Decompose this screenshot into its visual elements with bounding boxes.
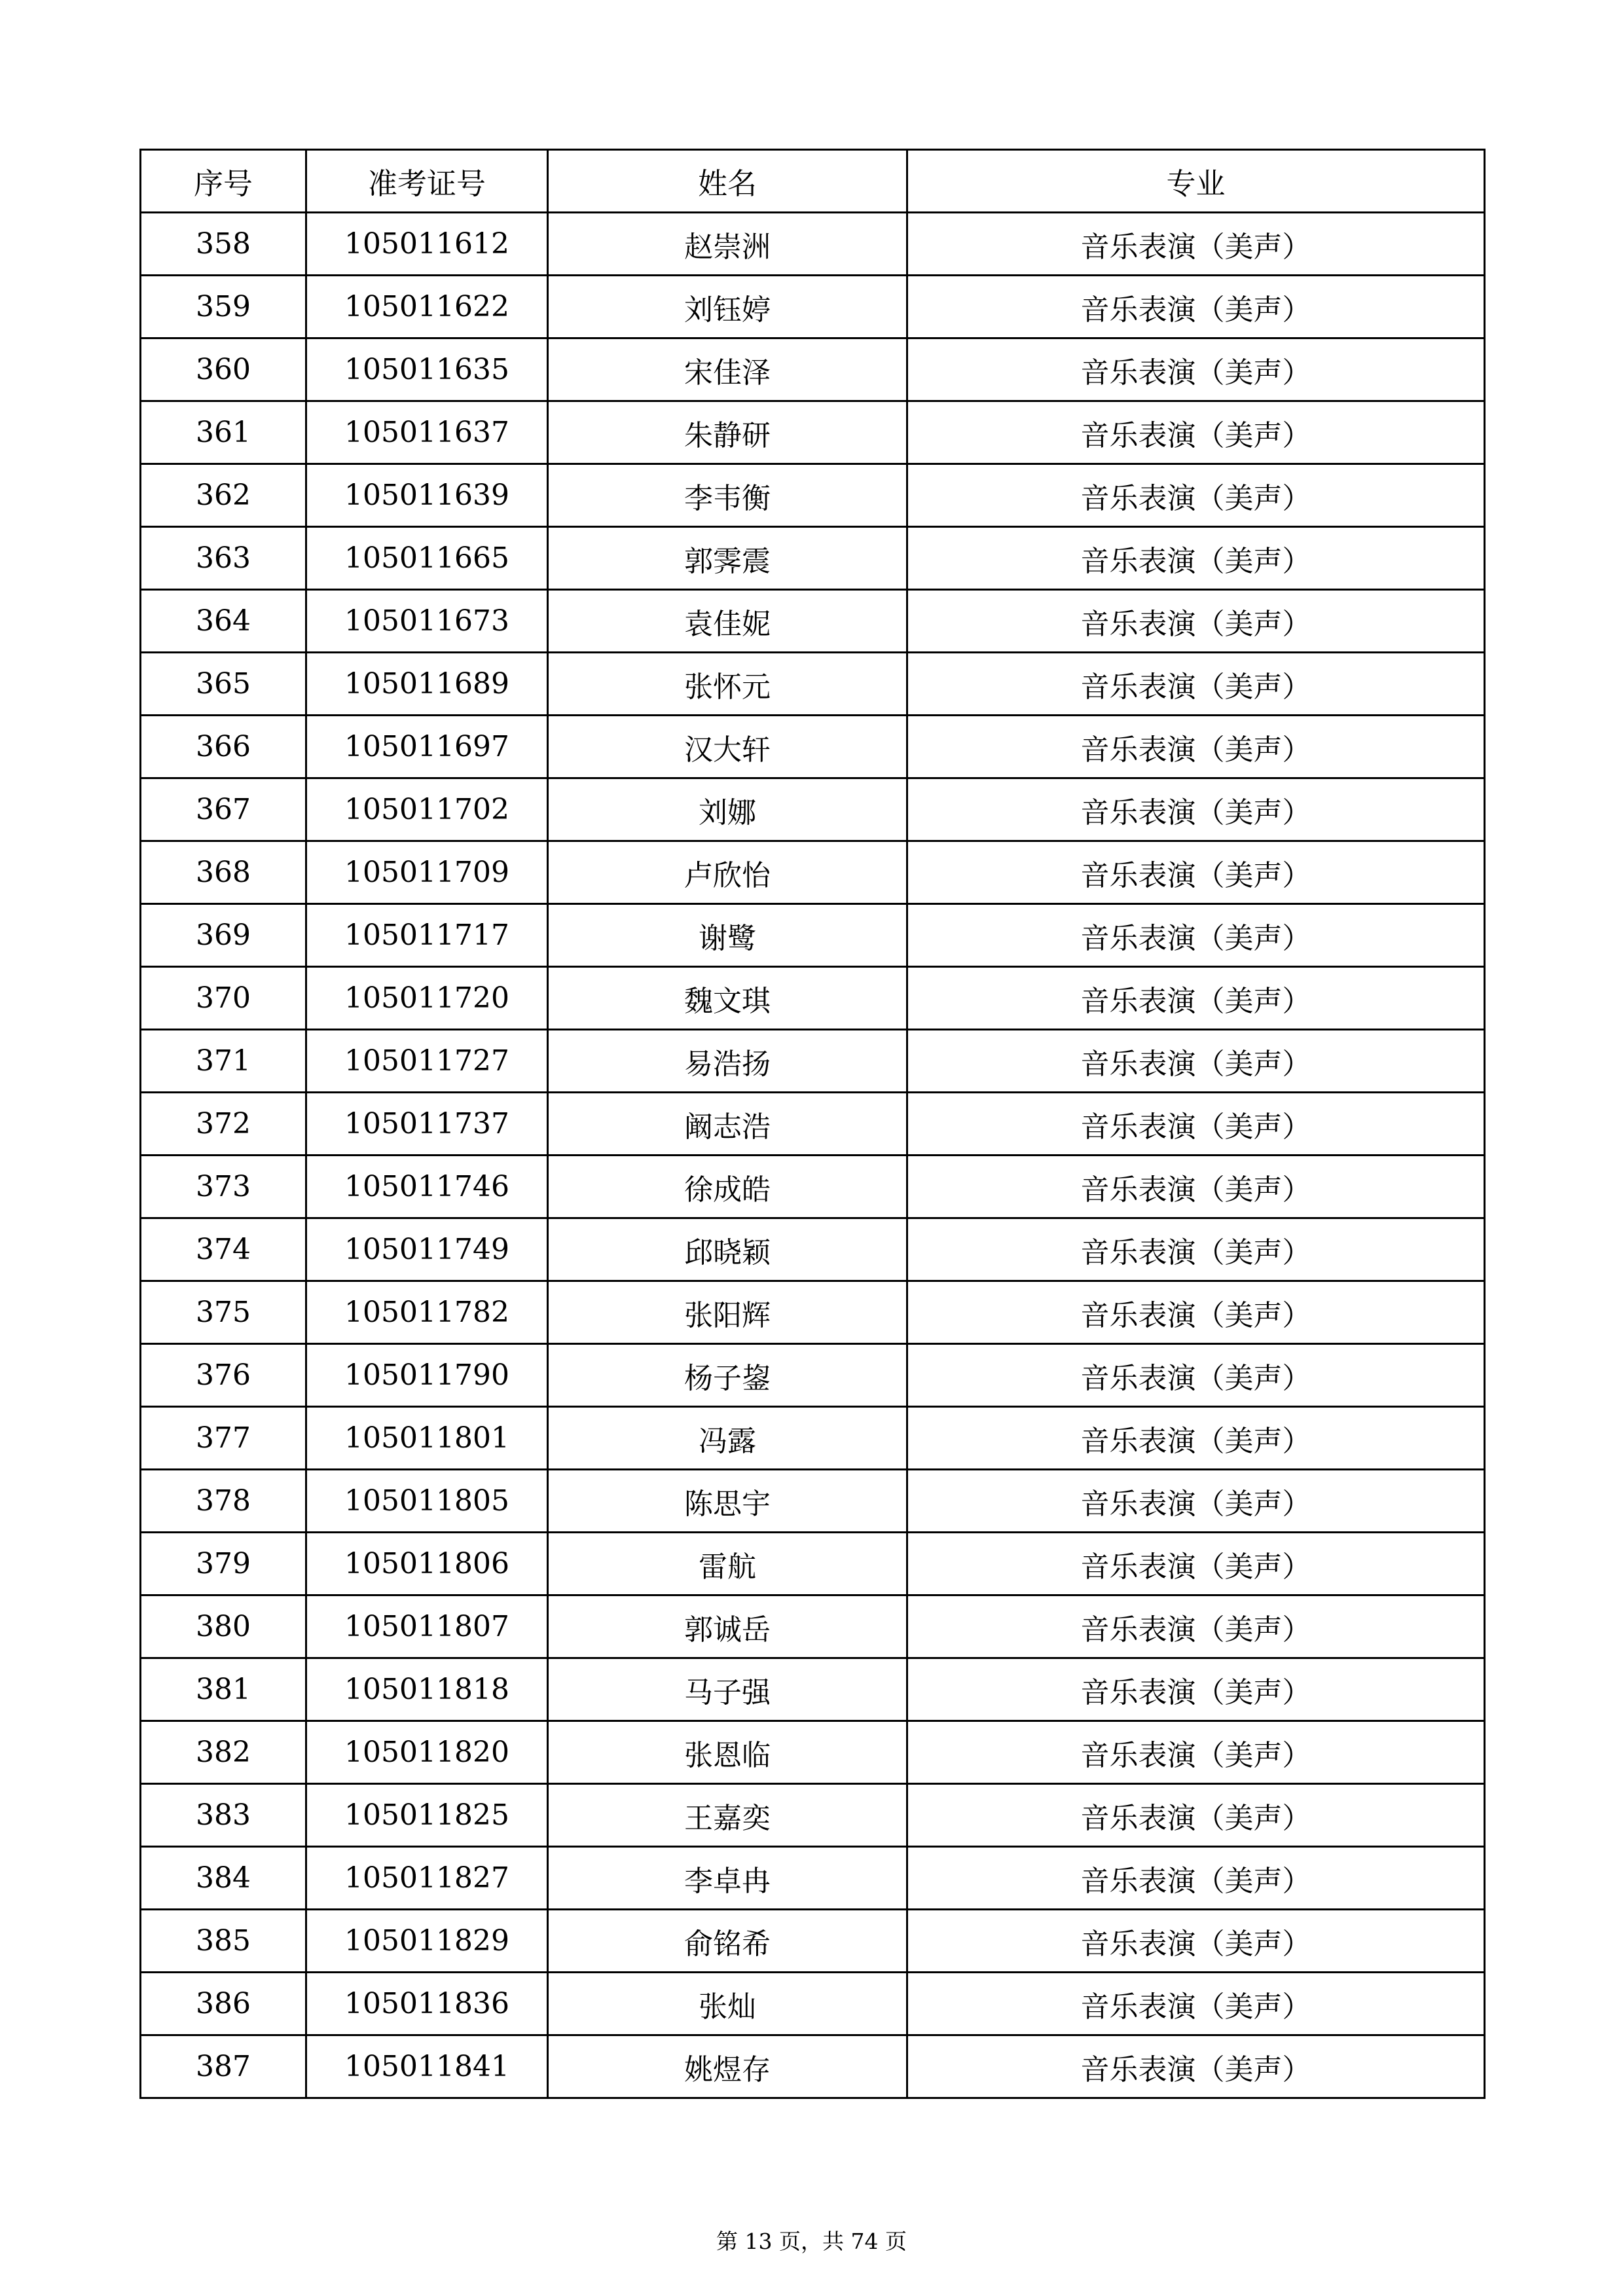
table-row <box>141 1344 1485 1407</box>
cell-major: 音乐表演（美声） <box>907 2035 1485 2098</box>
table-row <box>141 1595 1485 1658</box>
page-number-footer: 第 13 页，共 74 页 <box>716 2229 907 2254</box>
cell-seq: 374 <box>141 1218 306 1281</box>
cell-seq: 378 <box>141 1470 306 1533</box>
cell-major: 音乐表演（美声） <box>907 1407 1485 1470</box>
cell-name: 杨子鋆 <box>548 1344 907 1407</box>
cell-exam-id: 105011637 <box>306 401 548 464</box>
table-row <box>141 1973 1485 2035</box>
cell-name: 赵崇洲 <box>548 213 907 276</box>
cell-exam-id: 105011807 <box>306 1595 548 1658</box>
table-row <box>141 2035 1485 2098</box>
cell-major: 音乐表演（美声） <box>907 1847 1485 1910</box>
cell-name: 王嘉奕 <box>548 1784 907 1847</box>
cell-seq: 376 <box>141 1344 306 1407</box>
cell-name: 雷航 <box>548 1533 907 1595</box>
cell-name: 张阳辉 <box>548 1281 907 1344</box>
cell-name: 魏文琪 <box>548 967 907 1030</box>
cell-name: 谢鹭 <box>548 904 907 967</box>
cell-seq: 366 <box>141 716 306 778</box>
cell-major: 音乐表演（美声） <box>907 527 1485 590</box>
cell-exam-id: 105011825 <box>306 1784 548 1847</box>
table-row <box>141 338 1485 401</box>
cell-name: 阚志浩 <box>548 1093 907 1156</box>
cell-name: 张灿 <box>548 1973 907 2035</box>
cell-exam-id: 105011827 <box>306 1847 548 1910</box>
table-row <box>141 1910 1485 1973</box>
cell-major: 音乐表演（美声） <box>907 778 1485 841</box>
cell-name: 李韦衡 <box>548 464 907 527</box>
cell-seq: 363 <box>141 527 306 590</box>
table-row <box>141 1533 1485 1595</box>
table-row <box>141 527 1485 590</box>
table-row <box>141 1218 1485 1281</box>
cell-exam-id: 105011727 <box>306 1030 548 1093</box>
cell-name: 邱晓颖 <box>548 1218 907 1281</box>
table-row <box>141 464 1485 527</box>
table-row <box>141 653 1485 716</box>
cell-seq: 375 <box>141 1281 306 1344</box>
cell-major: 音乐表演（美声） <box>907 1470 1485 1533</box>
cell-seq: 370 <box>141 967 306 1030</box>
cell-name: 郭霁震 <box>548 527 907 590</box>
cell-major: 音乐表演（美声） <box>907 1218 1485 1281</box>
cell-seq: 387 <box>141 2035 306 2098</box>
cell-major: 音乐表演（美声） <box>907 338 1485 401</box>
cell-seq: 384 <box>141 1847 306 1910</box>
cell-name: 卢欣怡 <box>548 841 907 904</box>
table-row <box>141 841 1485 904</box>
cell-seq: 371 <box>141 1030 306 1093</box>
table-row <box>141 904 1485 967</box>
cell-name: 姚煜存 <box>548 2035 907 2098</box>
table-row <box>141 1470 1485 1533</box>
table-row <box>141 1784 1485 1847</box>
cell-seq: 365 <box>141 653 306 716</box>
cell-name: 徐成皓 <box>548 1156 907 1218</box>
cell-exam-id: 105011689 <box>306 653 548 716</box>
cell-exam-id: 105011841 <box>306 2035 548 2098</box>
table-header-row <box>141 150 1485 213</box>
cell-seq: 381 <box>141 1658 306 1721</box>
cell-seq: 368 <box>141 841 306 904</box>
cell-seq: 373 <box>141 1156 306 1218</box>
cell-major: 音乐表演（美声） <box>907 213 1485 276</box>
cell-name: 袁佳妮 <box>548 590 907 653</box>
table-row <box>141 1721 1485 1784</box>
table-row <box>141 590 1485 653</box>
cell-name: 郭诚岳 <box>548 1595 907 1658</box>
cell-exam-id: 105011639 <box>306 464 548 527</box>
table-row <box>141 1156 1485 1218</box>
cell-major: 音乐表演（美声） <box>907 276 1485 338</box>
header-seq: 序号 <box>141 150 306 213</box>
header-name: 姓名 <box>548 150 907 213</box>
cell-major: 音乐表演（美声） <box>907 1281 1485 1344</box>
cell-major: 音乐表演（美声） <box>907 841 1485 904</box>
cell-major: 音乐表演（美声） <box>907 716 1485 778</box>
table-header <box>141 150 1485 213</box>
cell-major: 音乐表演（美声） <box>907 1533 1485 1595</box>
cell-exam-id: 105011622 <box>306 276 548 338</box>
cell-major: 音乐表演（美声） <box>907 401 1485 464</box>
table-row <box>141 213 1485 276</box>
cell-name: 陈思宇 <box>548 1470 907 1533</box>
cell-exam-id: 105011673 <box>306 590 548 653</box>
table-row <box>141 716 1485 778</box>
cell-exam-id: 105011702 <box>306 778 548 841</box>
cell-major: 音乐表演（美声） <box>907 1973 1485 2035</box>
cell-name: 张怀元 <box>548 653 907 716</box>
cell-name: 汉大轩 <box>548 716 907 778</box>
table-row <box>141 1847 1485 1910</box>
cell-exam-id: 105011806 <box>306 1533 548 1595</box>
cell-major: 音乐表演（美声） <box>907 904 1485 967</box>
cell-seq: 359 <box>141 276 306 338</box>
cell-major: 音乐表演（美声） <box>907 653 1485 716</box>
cell-exam-id: 105011829 <box>306 1910 548 1973</box>
cell-exam-id: 105011717 <box>306 904 548 967</box>
cell-major: 音乐表演（美声） <box>907 590 1485 653</box>
cell-seq: 382 <box>141 1721 306 1784</box>
cell-name: 易浩扬 <box>548 1030 907 1093</box>
cell-major: 音乐表演（美声） <box>907 1344 1485 1407</box>
cell-major: 音乐表演（美声） <box>907 1156 1485 1218</box>
cell-name: 宋佳泽 <box>548 338 907 401</box>
table-body <box>141 213 1485 2098</box>
cell-major: 音乐表演（美声） <box>907 1093 1485 1156</box>
cell-exam-id: 105011697 <box>306 716 548 778</box>
cell-seq: 367 <box>141 778 306 841</box>
table-row <box>141 1030 1485 1093</box>
cell-exam-id: 105011746 <box>306 1156 548 1218</box>
cell-major: 音乐表演（美声） <box>907 1784 1485 1847</box>
cell-name: 李卓冉 <box>548 1847 907 1910</box>
cell-exam-id: 105011737 <box>306 1093 548 1156</box>
table-row <box>141 276 1485 338</box>
cell-exam-id: 105011782 <box>306 1281 548 1344</box>
cell-major: 音乐表演（美声） <box>907 464 1485 527</box>
cell-exam-id: 105011801 <box>306 1407 548 1470</box>
cell-name: 朱静研 <box>548 401 907 464</box>
table-row <box>141 778 1485 841</box>
table-row <box>141 1093 1485 1156</box>
cell-name: 马子强 <box>548 1658 907 1721</box>
cell-name: 张恩临 <box>548 1721 907 1784</box>
cell-major: 音乐表演（美声） <box>907 967 1485 1030</box>
cell-seq: 360 <box>141 338 306 401</box>
cell-exam-id: 105011818 <box>306 1658 548 1721</box>
cell-exam-id: 105011720 <box>306 967 548 1030</box>
cell-seq: 361 <box>141 401 306 464</box>
cell-name: 刘娜 <box>548 778 907 841</box>
cell-name: 俞铭希 <box>548 1910 907 1973</box>
cell-exam-id: 105011820 <box>306 1721 548 1784</box>
cell-major: 音乐表演（美声） <box>907 1658 1485 1721</box>
cell-seq: 364 <box>141 590 306 653</box>
cell-name: 刘钰婷 <box>548 276 907 338</box>
table-row <box>141 967 1485 1030</box>
cell-major: 音乐表演（美声） <box>907 1595 1485 1658</box>
admission-list-table <box>139 149 1486 2099</box>
cell-exam-id: 105011749 <box>306 1218 548 1281</box>
cell-seq: 380 <box>141 1595 306 1658</box>
cell-seq: 383 <box>141 1784 306 1847</box>
cell-seq: 379 <box>141 1533 306 1595</box>
cell-exam-id: 105011805 <box>306 1470 548 1533</box>
table-row <box>141 1407 1485 1470</box>
table-row <box>141 1281 1485 1344</box>
cell-major: 音乐表演（美声） <box>907 1910 1485 1973</box>
header-major: 专业 <box>907 150 1485 213</box>
cell-seq: 362 <box>141 464 306 527</box>
cell-exam-id: 105011612 <box>306 213 548 276</box>
table-row <box>141 401 1485 464</box>
cell-seq: 377 <box>141 1407 306 1470</box>
cell-exam-id: 105011709 <box>306 841 548 904</box>
cell-exam-id: 105011665 <box>306 527 548 590</box>
cell-seq: 369 <box>141 904 306 967</box>
cell-seq: 385 <box>141 1910 306 1973</box>
cell-seq: 372 <box>141 1093 306 1156</box>
cell-seq: 358 <box>141 213 306 276</box>
header-exam-id: 准考证号 <box>306 150 548 213</box>
cell-major: 音乐表演（美声） <box>907 1030 1485 1093</box>
cell-name: 冯露 <box>548 1407 907 1470</box>
cell-major: 音乐表演（美声） <box>907 1721 1485 1784</box>
table-row <box>141 1658 1485 1721</box>
cell-exam-id: 105011790 <box>306 1344 548 1407</box>
cell-exam-id: 105011836 <box>306 1973 548 2035</box>
cell-exam-id: 105011635 <box>306 338 548 401</box>
cell-seq: 386 <box>141 1973 306 2035</box>
